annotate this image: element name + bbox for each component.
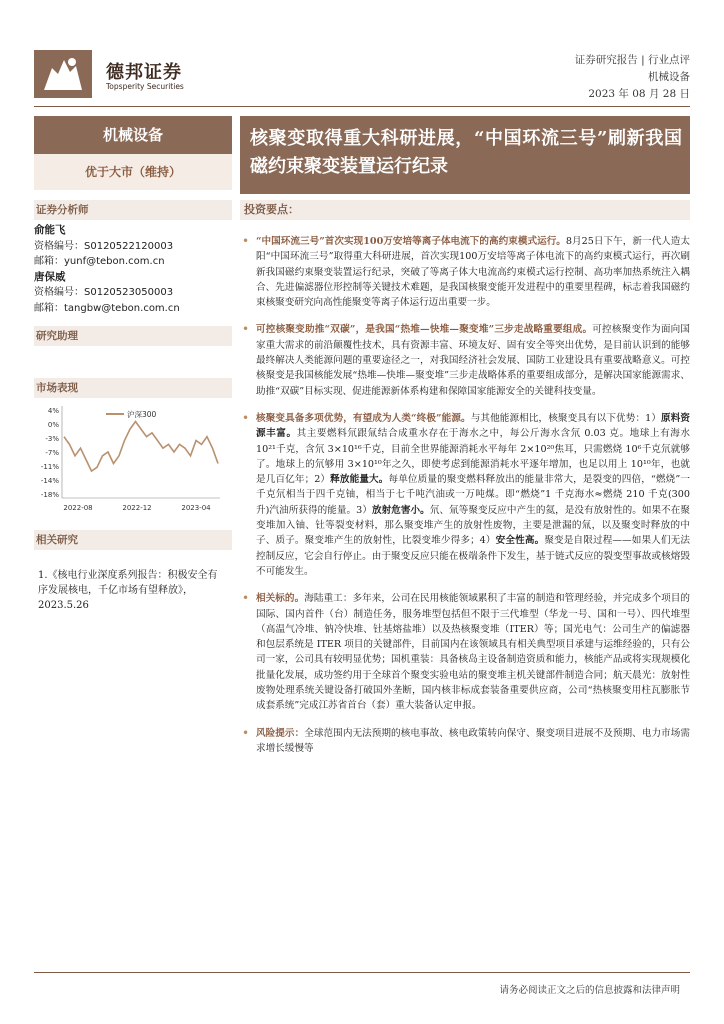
report-type: 证券研究报告 | 行业点评 [574, 54, 690, 66]
y-tick-label: -11% [40, 463, 59, 471]
paragraph-body: 8月25日下午，新一代人造太阳“中国环流三号”取得重大科研进展，首次实现100万安培等离子体电流下的高约束模式运行，再次刷新我国磁约束聚变装置运行纪录，突破了等离子体大电流高约束模式运行控制、高功率加热系统注入耦合、先进偏滤器位形控制等关键技术难题，是我国核聚变能开发进程中的重要里程碑，标志着我国磁约束核聚变研究向高性能聚变等离子体运行迈出重要一步。 [256, 236, 691, 309]
footer-divider [34, 972, 690, 973]
analyst-cert: 资格编号：S0120522120003 [34, 240, 174, 252]
y-tick-label: -7% [45, 449, 59, 457]
paragraph-text: 与其他能源相比，核聚变具有以下优势：1） [470, 412, 662, 424]
paragraph-lead: 相关标的。 [256, 593, 305, 605]
analysts-section [34, 200, 232, 316]
paragraph-bold: 放射危害小。 [371, 504, 430, 516]
analyst-cert: 资格编号：S0120523050003 [34, 287, 174, 298]
paragraph-text: 每单位质量的聚变燃料释放出的能量非常大，是裂变的四倍，“燃烧”一千克氘相当于四千克铀，相当于七千吨汽油或一万吨煤。即“燃烧”1 千克海水≈燃烧 210 千克(300 升)汽油所获得的能量。3） [256, 474, 691, 516]
analyst-name: 唐保威 [34, 270, 66, 283]
tebon-logo-icon [34, 50, 92, 98]
paragraph-lead: 可控核聚变助推“双碳”，是我国“热堆—快堆—聚变堆”三步走战略重要组成。 [256, 324, 593, 336]
paragraph-text: 其主要燃料氘跟氚结合成重水存在于海水之中，每公斤海水含氘 0.03 克。地球上有海水 10²¹千克，含氘 3×10¹⁶千克，目前全世界能源消耗水平每年 2×10²⁰焦耳，只需燃烧 10⁶千克氘就够了。地球上的氘够用 3×10¹⁰年之久，即使考虑到能源消耗水平逐年增加，也足以用上 10¹⁰年，也就是几百亿年；2） [256, 428, 691, 486]
report-date: 2023 年 08 月 28 日 [588, 88, 690, 100]
market-chart-svg [34, 398, 232, 528]
paragraph-lead: 风险提示： [256, 727, 305, 739]
series-line [64, 422, 218, 472]
report-title: 核聚变取得重大科研进展，“中国环流三号”刷新我国磁约束聚变装置运行纪录 [240, 116, 690, 194]
related-title: 相关研究 [34, 530, 232, 550]
market-section [34, 378, 232, 528]
paragraph-bold: 安全性高。 [495, 535, 545, 547]
x-tick-label: 2022-08 [63, 504, 93, 512]
company-logo [34, 50, 194, 100]
y-tick-label: -3% [45, 435, 59, 443]
paragraph-body: 全球范围内无法预期的核电事故、核电政策转向保守、聚变项目进展不及预期、电力市场需求增长缓慢等 [256, 727, 691, 754]
analyst-email[interactable]: 邮箱：tangbw@tebon.com.cn [34, 302, 180, 314]
sidebar [34, 116, 232, 613]
paragraph-text: 聚变是自限过程——如果人们无法控制反应，它会自行停止。由于聚变反应只能在极端条件下发生，基于链式反应的裂变型事故或核熔毁不可能发生。 [256, 535, 691, 577]
analyst-name: 俞能飞 [34, 224, 66, 236]
paragraph-bold: 原料资源丰富。 [256, 412, 691, 440]
paragraph [240, 411, 690, 579]
market-chart [34, 398, 232, 528]
header-divider [34, 106, 690, 107]
paragraph-body: 海陆重工：多年来，公司在民用核能领域累积了丰富的制造和管理经验，并完成多个项目的国际、国内首件（台）制造任务，服务堆型包括但不限于三代堆型（华龙一号、国和一号）、四代堆型（高温气冷堆、钠冷快堆、钍基熔盐堆）以及热核聚变堆（ITER）等；国光电气：公司生产的偏滤器和包层系统是 ITER 项目的关键部件，目前国内在该领域具有相关典型项目承建与运维经验的，只有公司一家，公司具有较明显优势；国机重装：具备核岛主设备制造资质和能力，核能产品或将实现规模化批量化发展，成功签约用于全球首个聚变实验电站的聚变堆主机关键部件制造合同；航天晨光：放射性废物处理系统关键设备打破国外垄断，国内核非标成套装备重要供应商，公司“热核聚变用柱瓦膨胀节成套系统”完成江苏省首台（套）重大装备认定申报。 [256, 593, 691, 712]
paragraph-text: 氘、氚等聚变反应中产生的氦，是没有放射性的。如果不在聚变堆加入铀、钍等裂变材料，那么聚变堆产生的放射性废物，主要是泄漏的氚，以及聚变时释放的中子、质子。聚变堆产生的放射性，比裂变堆少得多；4） [256, 504, 691, 547]
rating: 优于大市（维持） [34, 154, 232, 190]
analysts-title: 证券分析师 [34, 200, 232, 220]
market-title: 市场表现 [34, 378, 232, 398]
x-tick-label: 2023-04 [181, 504, 211, 512]
assistant-section [34, 326, 232, 346]
legend-label: 沪深300 [127, 410, 157, 419]
y-tick-label: 4% [47, 407, 59, 415]
paragraph-lead: “中国环流三号”首次实现100万安培等离子体电流下的高约束模式运行。 [256, 236, 566, 247]
sector-name: 机械设备 [34, 116, 232, 154]
paragraph-bold: 释放能量大。 [330, 474, 389, 486]
logo-english-name: Topsperity Securities [106, 82, 184, 91]
y-tick-label: -14% [40, 477, 59, 485]
y-tick-label: -18% [40, 491, 59, 499]
analyst [34, 220, 232, 316]
analyst-email[interactable]: 邮箱：yunf@tebon.com.cn [34, 256, 165, 267]
paragraph-lead: 核聚变具备多项优势，有望成为人类“终极”能源。 [256, 412, 471, 424]
main-content [240, 234, 690, 768]
related-section [34, 530, 232, 613]
y-tick-label: 0% [47, 421, 59, 429]
paragraph [240, 234, 690, 310]
footer-disclaimer[interactable]: 请务必阅读正文之后的信息披露和法律声明 [499, 985, 680, 996]
x-tick-label: 2022-12 [122, 504, 152, 512]
report-header-info [575, 52, 690, 103]
assistant-title: 研究助理 [34, 326, 232, 346]
report-sector: 机械设备 [648, 71, 690, 83]
paragraph [240, 726, 690, 757]
paragraph [240, 591, 690, 713]
paragraph [240, 322, 690, 398]
logo-chinese-name: 德邦证券 [106, 62, 182, 83]
key-points-title: 投资要点： [240, 200, 690, 220]
related-item[interactable]: 1.《核电行业深度系列报告：积极安全有序发展核电，千亿市场有望释放》，2023.5.26 [38, 570, 218, 611]
paragraph-body: 可控核聚变作为面向国家重大需求的前沿颠覆性技术，具有资源丰富、环境友好、固有安全等突出优势，是目前认识到的能够最终解决人类能源问题的重要途径之一，对我国经济社会发展、国防工业建设具有重要战略意义。可控核聚变是我国核能发展“热堆—快堆—聚变堆”三步走战略体系的重要组成部分，是解决国家能源需求、助推“双碳”目标实现、促进能源新体系构建和保障国家能源安全的关键科技变量。 [256, 324, 690, 397]
